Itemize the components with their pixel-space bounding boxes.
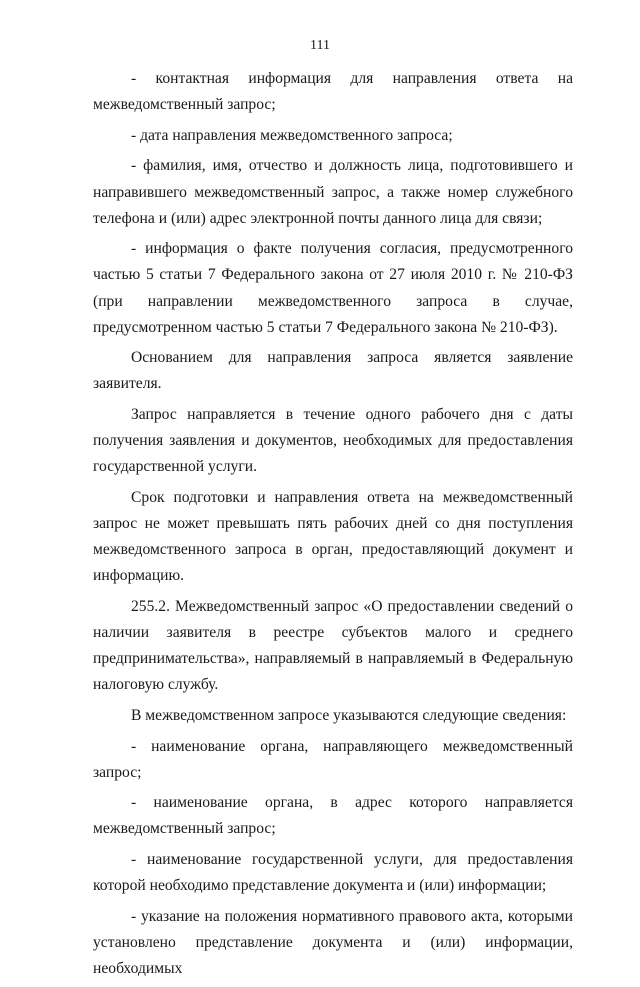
paragraph-receiving-authority: - наименование органа, в адрес которого направляется межведомственный запрос; <box>93 794 573 838</box>
paragraph-consent-info: - информация о факте получения согласия, предусмотренного частью 5 статьи 7 Федерального закона от 27 июля 2010 г. № 210-ФЗ (при направлении межведомственного запроса в случае, предусмотренном частью 5 статьи 7 Федерального закона № 210-ФЗ). <box>93 240 573 336</box>
paragraph-contact-info: - контактная информация для направления ответа на межведомственный запрос; <box>93 70 573 114</box>
paragraph-responsible-person: - фамилия, имя, отчество и должность лица, подготовившего и направившего межведомственный запрос, а также номер служебного телефона и (или) адрес электронной почты данного лица для связи; <box>93 157 573 227</box>
paragraph-legal-basis: - указание на положения нормативного правового акта, которыми установлено представление документа и (или) информации, необходимых <box>93 907 573 978</box>
paragraph-sending-authority: - наименование органа, направляющего межведомственный запрос; <box>93 737 573 781</box>
page-number: 111 <box>310 38 330 53</box>
paragraph-request-deadline: Запрос направляется в течение одного рабочего дня с даты получения заявления и документов, необходимых для предоставления государственной услуги. <box>93 406 573 476</box>
paragraph-basis: Основанием для направления запроса является заявление заявителя. <box>93 349 573 393</box>
document-body <box>93 66 573 987</box>
paragraph-section-255-2: 255.2. Межведомственный запрос «О предоставлении сведений о наличии заявителя в реестре субъектов малого и среднего предпринимательства», направляемый в направляемый в Федеральную налоговую службу. <box>93 597 573 694</box>
paragraph-request-date: - дата направления межведомственного запроса; <box>131 126 453 144</box>
paragraph-service-name: - наименование государственной услуги, для предоставления которой необходимо представление документа и (или) информации; <box>93 851 573 895</box>
paragraph-request-contents-intro: В межведомственном запросе указываются следующие сведения: <box>131 706 567 724</box>
paragraph-response-deadline: Срок подготовки и направления ответа на межведомственный запрос не может превышать пять рабочих дней со дня поступления межведомственного запроса в орган, предоставляющий документ и информацию. <box>93 488 573 585</box>
